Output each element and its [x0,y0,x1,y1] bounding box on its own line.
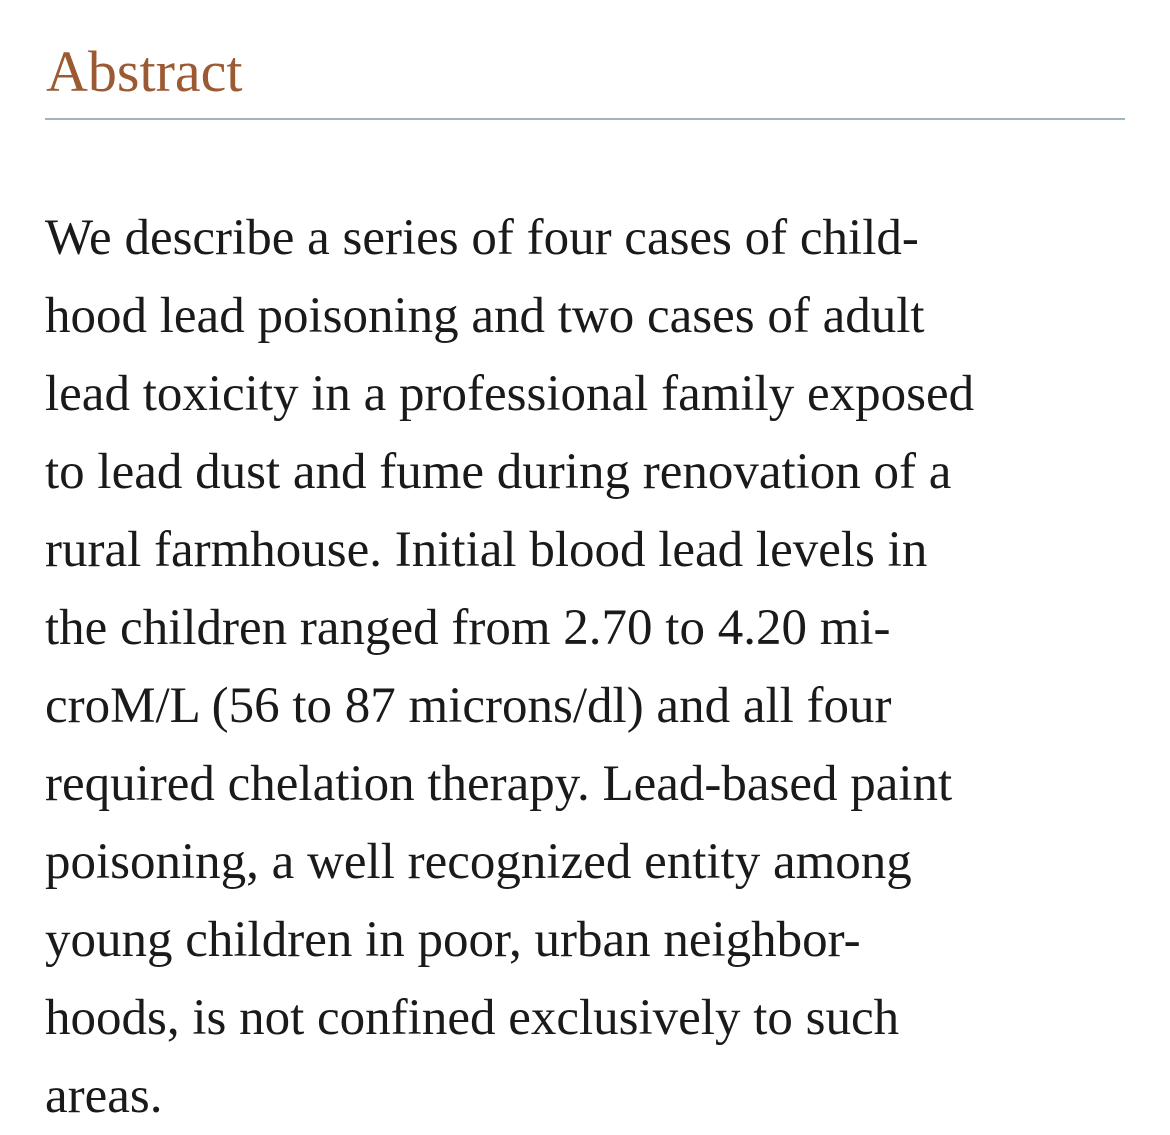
abstract-line: lead toxicity in a professional family exposed [45,366,975,422]
abstract-line: areas. [45,1068,163,1124]
abstract-line: to lead dust and fume during renovation of a [45,444,952,500]
abstract-line: hoods, is not confined exclusively to such [45,990,900,1046]
abstract-line: poisoning, a well recognized entity among [45,834,912,890]
abstract-heading: Abstract [46,39,243,104]
abstract-line: We describe a series of four cases of child- [45,210,919,266]
abstract-line: hood lead poisoning and two cases of adult [45,288,925,344]
abstract-line: required chelation therapy. Lead-based paint [45,756,953,812]
abstract-body [45,199,1145,1135]
abstract-line: young children in poor, urban neighbor- [45,912,861,968]
abstract-line: croM/L (56 to 87 microns/dl) and all four [45,678,892,734]
abstract-line: rural farmhouse. Initial blood lead levels in [45,522,928,578]
abstract-line: the children ranged from 2.70 to 4.20 mi- [45,600,891,656]
heading-divider [45,118,1125,120]
